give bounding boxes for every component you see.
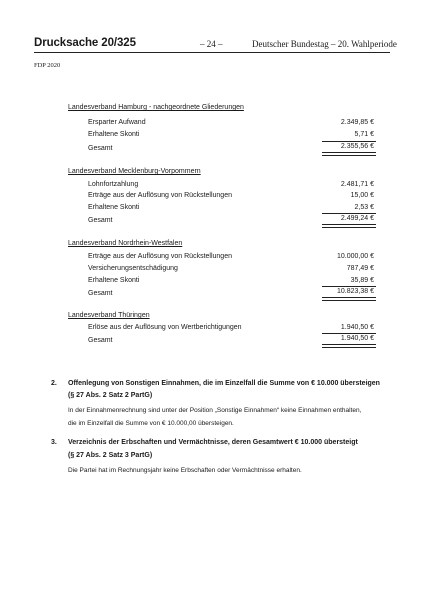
total-double-rule bbox=[322, 224, 376, 228]
party-year-tag: FDP 2020 bbox=[34, 62, 61, 69]
subtotal-rule bbox=[322, 213, 376, 214]
total-double-rule bbox=[322, 152, 376, 156]
item-text: Die Partei hat im Rechnungsjahr keine Erbschaften oder Vermächtnisse erhalten. bbox=[68, 467, 302, 474]
item-text: die im Einzelfall die Summe von € 10.000,00 übersteigen. bbox=[68, 420, 234, 427]
total-amount: 1.940,50 € bbox=[340, 335, 374, 342]
subtotal-rule bbox=[322, 141, 376, 142]
row-amount: 2,53 € bbox=[354, 204, 374, 211]
row-amount: 1.940,50 € bbox=[340, 324, 374, 331]
item-number: 3. bbox=[51, 439, 57, 446]
row-amount: 35,89 € bbox=[350, 277, 374, 284]
section-title-thueringen: Landesverband Thüringen bbox=[68, 312, 150, 319]
section-title-hamburg: Landesverband Hamburg - nachgeordnete Gliederungen bbox=[68, 104, 244, 111]
row-label: Erhaltene Skonti bbox=[88, 277, 140, 284]
row-label: Lohnfortzahlung bbox=[88, 181, 139, 188]
row-label: Erträge aus der Auflösung von Rückstellungen bbox=[88, 192, 232, 199]
total-label: Gesamt bbox=[88, 145, 113, 152]
page-number: – 24 – bbox=[200, 39, 223, 49]
total-amount: 2.499,24 € bbox=[340, 215, 374, 222]
document-number: Drucksache 20/325 bbox=[34, 37, 136, 49]
total-label: Gesamt bbox=[88, 217, 113, 224]
item-heading: Offenlegung von Sonstigen Einnahmen, die im Einzelfall die Summe von € 10.000 übersteigen bbox=[68, 380, 380, 387]
row-label: Ersparter Aufwand bbox=[88, 119, 146, 126]
section-title-nordrhein-westfalen: Landesverband Nordrhein-Westfalen bbox=[68, 240, 183, 247]
total-amount: 2.355,56 € bbox=[340, 143, 374, 150]
parliament-label: Deutscher Bundestag – 20. Wahlperiode bbox=[252, 39, 397, 49]
row-amount: 5,71 € bbox=[354, 131, 374, 138]
row-amount: 2.349,85 € bbox=[340, 119, 374, 126]
row-amount: 15,00 € bbox=[350, 192, 374, 199]
total-label: Gesamt bbox=[88, 290, 113, 297]
row-label: Erhaltene Skonti bbox=[88, 131, 140, 138]
row-label: Erlöse aus der Auflösung von Wertberichtigungen bbox=[88, 324, 242, 331]
row-amount: 10.000,00 € bbox=[337, 253, 374, 260]
row-amount: 787,49 € bbox=[346, 265, 374, 272]
total-double-rule bbox=[322, 344, 376, 348]
subtotal-rule bbox=[322, 286, 376, 287]
item-text: In der Einnahmenrechnung sind unter der Position „Sonstige Einnahmen“ keine Einnahmen enthalten, bbox=[68, 407, 362, 414]
total-amount: 10.823,38 € bbox=[337, 288, 374, 295]
item-heading-citation: (§ 27 Abs. 2 Satz 3 PartG) bbox=[68, 452, 153, 459]
item-number: 2. bbox=[51, 380, 57, 387]
total-double-rule bbox=[322, 297, 376, 301]
item-heading: Verzeichnis der Erbschaften und Vermächtnisse, deren Gesamtwert € 10.000 übersteigt bbox=[68, 439, 358, 446]
row-label: Versicherungsentschädigung bbox=[88, 265, 178, 272]
section-title-mecklenburg-vorpommern: Landesverband Mecklenburg-Vorpommern bbox=[68, 168, 201, 175]
row-label: Erträge aus der Auflösung von Rückstellungen bbox=[88, 253, 232, 260]
row-amount: 2.481,71 € bbox=[340, 181, 374, 188]
total-label: Gesamt bbox=[88, 337, 113, 344]
header-divider bbox=[34, 52, 390, 53]
item-heading-citation: (§ 27 Abs. 2 Satz 2 PartG) bbox=[68, 392, 153, 399]
subtotal-rule bbox=[322, 333, 376, 334]
row-label: Erhaltene Skonti bbox=[88, 204, 140, 211]
